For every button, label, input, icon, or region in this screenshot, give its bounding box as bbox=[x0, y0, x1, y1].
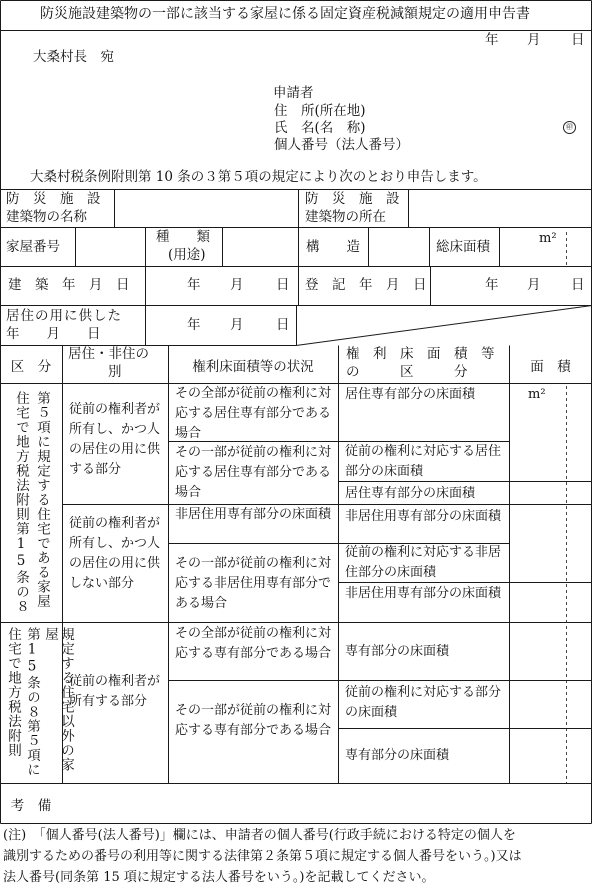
built-day: 日 bbox=[276, 277, 290, 293]
residential-use-label-1: 居住の用に供した bbox=[6, 308, 122, 324]
note-line-3: 法人番号(同条第 15 項に規定する法人番号をいう。)を記載してください。 bbox=[3, 870, 435, 885]
registered-date-label: 登 記 年 月 日 bbox=[305, 277, 427, 293]
r4-type1: 従前の権利に対応する非居住部分の床面積 bbox=[345, 545, 502, 580]
r5-status: その全部が従前の権利に対応する専有部分である場合 bbox=[175, 626, 332, 661]
addressee: 大桑村長 宛 bbox=[33, 49, 114, 65]
r1-type: 居住専有部分の床面積 bbox=[345, 387, 476, 402]
col-area-type-header-2: の 区 分 bbox=[346, 364, 468, 380]
residential-year: 年 bbox=[187, 317, 201, 333]
total-floor-label: 総床面積 bbox=[436, 239, 490, 255]
col-area-type-header-1: 権 利 床 面 積 等 bbox=[346, 346, 495, 362]
kind-label-2: (用途) bbox=[168, 247, 206, 263]
structure-label: 構 造 bbox=[306, 239, 360, 255]
bldg-location-label-2: 建築物の所在 bbox=[305, 209, 386, 225]
r1-area-unit: m² bbox=[528, 387, 546, 402]
registered-year: 年 bbox=[485, 277, 499, 293]
group1-label: 第５項に規定する住宅である家屋 bbox=[34, 391, 50, 609]
r2-type1: 従前の権利に対応する居住部分の床面積 bbox=[345, 444, 502, 479]
owned-part: 従前の権利者が所有する部分 bbox=[69, 674, 161, 709]
bldg-name-label-1: 防 災 施 設 bbox=[6, 191, 101, 207]
r6-type2: 専有部分の床面積 bbox=[345, 748, 450, 763]
group1-prefix: 住宅で地方税法附則第15条の８ bbox=[13, 391, 29, 614]
date-month: 月 bbox=[527, 32, 541, 48]
built-month: 月 bbox=[230, 277, 244, 293]
r3-status: 非居住用専有部分の床面積 bbox=[175, 507, 332, 522]
seal-mark: ㊞ bbox=[563, 121, 576, 134]
col-category-header: 区 分 bbox=[10, 358, 52, 375]
r6-status: その一部が従前の権利に対応する専有部分である場合 bbox=[175, 703, 332, 738]
address-label: 住 所(所在地) bbox=[274, 103, 366, 119]
registered-day: 日 bbox=[571, 277, 585, 293]
r2-type2: 居住専有部分の床面積 bbox=[345, 486, 476, 501]
group2-mid: 第15条の８第５項に bbox=[24, 627, 40, 777]
built-year: 年 bbox=[187, 277, 201, 293]
col-status-header: 権利床面積等の状況 bbox=[192, 358, 314, 375]
declaration-text: 大桑村税条例附則第 10 条の３第５項の規定により次のとおり申告します。 bbox=[30, 169, 487, 185]
name-label: 氏 名(名 称) bbox=[274, 120, 366, 136]
note-line-2: 識別するための番号の利用等に関する法律第２条第５項に規定する個人番号をいう。)又は bbox=[3, 849, 522, 864]
applicant-label: 申請者 bbox=[273, 85, 314, 101]
r6-type1: 従前の権利に対応する部分の床面積 bbox=[345, 685, 502, 720]
nonresidential-part: 従前の権利者が所有し、かつ人の居住の用に供しない部分 bbox=[69, 516, 161, 591]
residential-day: 日 bbox=[276, 317, 290, 333]
r5-type: 専有部分の床面積 bbox=[345, 644, 450, 659]
bldg-name-label-2: 建築物の名称 bbox=[6, 209, 87, 225]
residential-month: 月 bbox=[230, 317, 244, 333]
r3-type: 非居住用専有部分の床面積 bbox=[345, 509, 502, 524]
r1-status: その全部が従前の権利に対応する居住専有部分である場合 bbox=[175, 386, 332, 441]
house-number-label: 家屋番号 bbox=[6, 239, 60, 255]
residential-part: 従前の権利者が所有し、かつ人の居住の用に供する部分 bbox=[69, 402, 161, 477]
kind-label-1: 種 類 bbox=[156, 229, 210, 245]
built-date-label: 建 築 年 月 日 bbox=[8, 277, 130, 293]
r4-type2: 非居住用専有部分の床面積 bbox=[345, 586, 502, 601]
group2-label: 規定する住宅以外の家屋 bbox=[42, 627, 74, 772]
date-day: 日 bbox=[571, 32, 585, 48]
note-line-1: (注) 「個人番号(法人番号)」欄には、申請者の個人番号(行政手続における特定の個人を bbox=[3, 828, 516, 843]
col-residence-header-1: 居住・非住の bbox=[68, 346, 149, 362]
r4-status: その一部が従前の権利に対応する非居住用専有部分である場合 bbox=[175, 556, 332, 611]
date-year: 年 bbox=[485, 32, 499, 48]
id-number-label: 個人番号（法人番号） bbox=[274, 137, 409, 153]
col-area-header: 面 積 bbox=[530, 358, 571, 375]
residential-use-label-2: 年 月 日 bbox=[6, 326, 101, 342]
registered-month: 月 bbox=[527, 277, 541, 293]
total-floor-unit: m² bbox=[539, 231, 557, 246]
r2-status: その一部が従前の権利に対応する居住専有部分である場合 bbox=[175, 445, 332, 500]
form-title: 防災施設建築物の一部に該当する家屋に係る固定資産税減額規定の適用申告書 bbox=[40, 6, 530, 22]
bldg-location-label-1: 防 災 施 設 bbox=[305, 191, 400, 207]
remarks-label: 考 備 bbox=[10, 797, 52, 814]
col-residence-header-2: 別 bbox=[108, 364, 122, 380]
group2-prefix: 住宅で地方税法附則 bbox=[5, 627, 21, 758]
